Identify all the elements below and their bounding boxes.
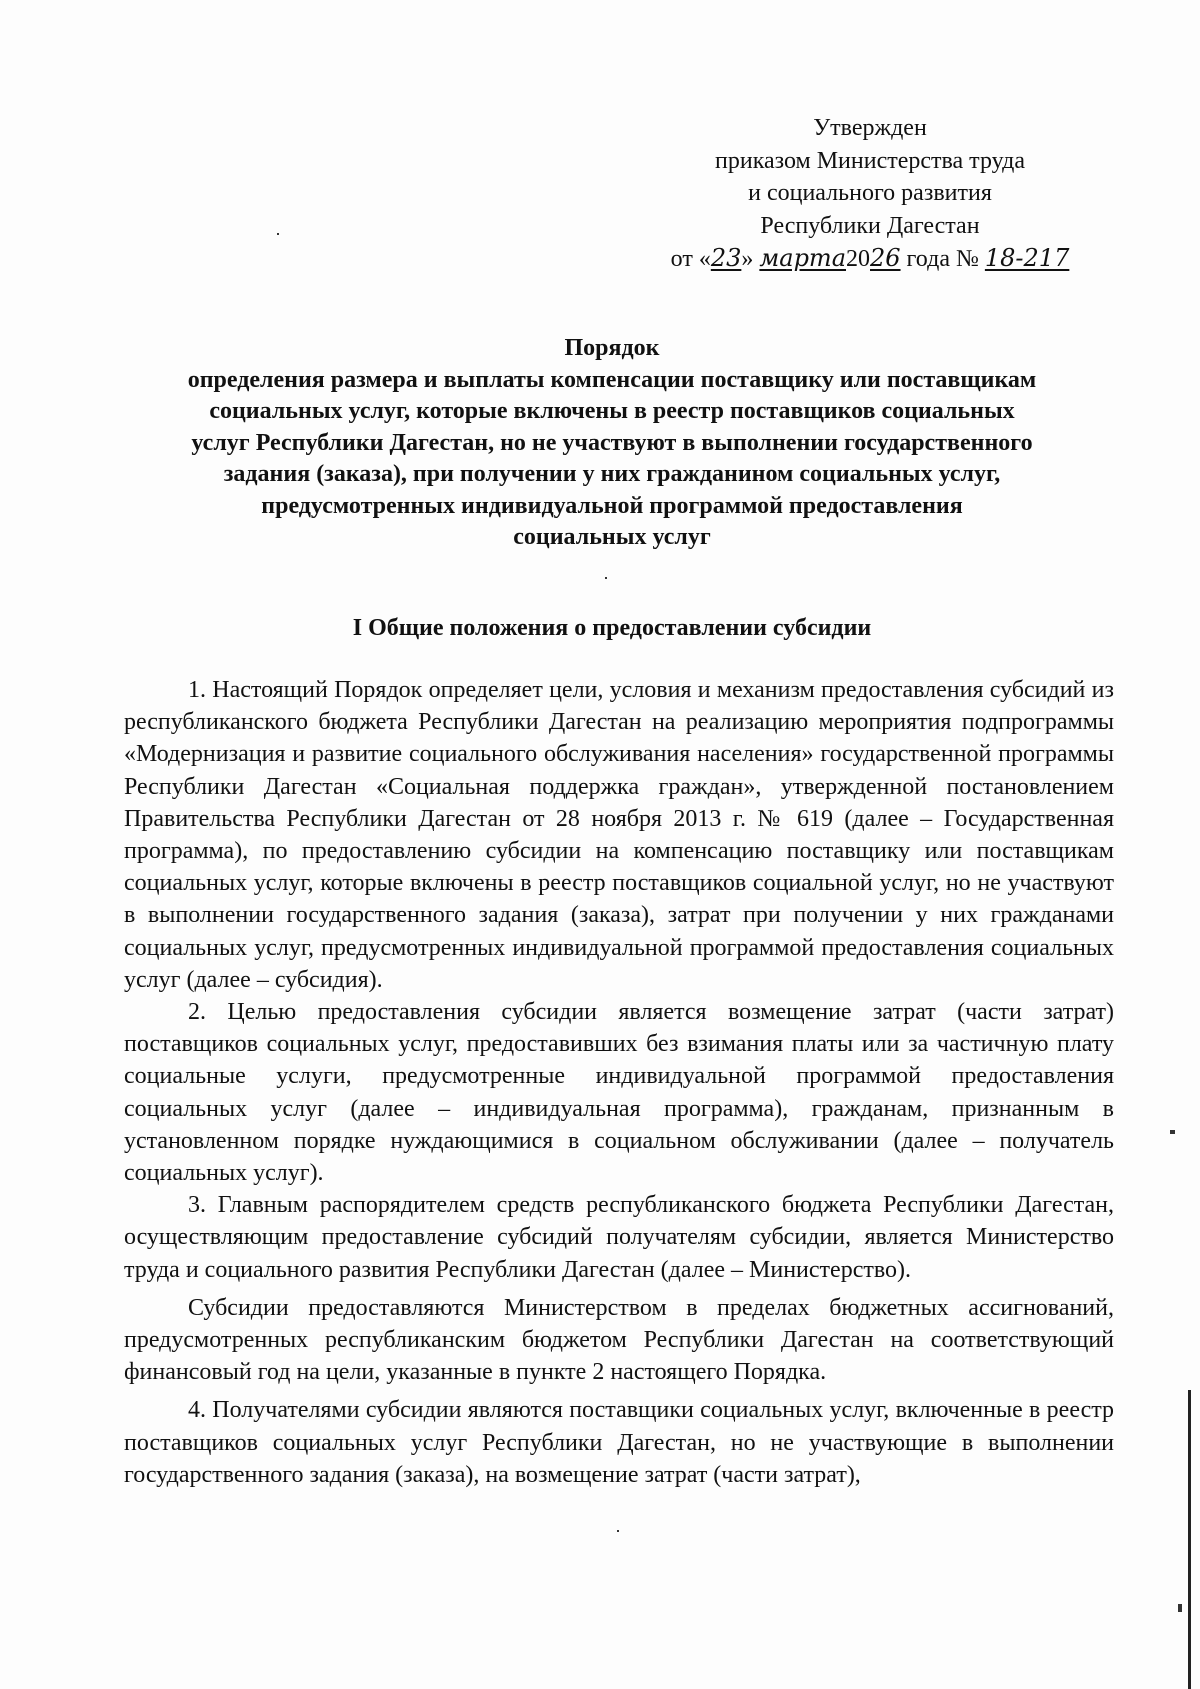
handwritten-order-number: 18-217 xyxy=(984,244,1070,272)
subtitle-line: задания (заказа), при получении у них гражданином социальных услуг, xyxy=(223,461,1001,487)
date-mid: » xyxy=(741,246,760,272)
handwritten-year: 26 xyxy=(870,244,901,272)
year-prefix: 20 xyxy=(846,246,870,272)
approval-date-line xyxy=(640,242,1100,276)
handwritten-month: марта xyxy=(759,244,846,272)
subtitle-line: определения размера и выплаты компенсации поставщику или поставщикам xyxy=(187,366,1037,393)
approval-line-3: и социального развития xyxy=(748,180,992,206)
scan-speck xyxy=(1170,1130,1175,1134)
subtitle-line: социальных услуг, которые включены в реестр поставщиков социальных xyxy=(209,398,1015,424)
scan-speck xyxy=(277,233,279,235)
scan-speck xyxy=(617,1530,619,1532)
number-label: года № xyxy=(900,246,985,272)
section-heading: I Общие положения о предоставлении субсидии xyxy=(352,615,872,641)
subtitle-line: услуг Республики Дагестан, но не участвуют в выполнении государственного xyxy=(191,429,1033,456)
date-prefix: от « xyxy=(670,246,711,272)
subtitle-line: социальных услуг xyxy=(513,524,711,550)
paragraph-3: 3. Главным распорядителем средств республиканского бюджета Республики Дагестан, осуществляющим предоставление субсидий получателям субсидии, является Министерство труда и социального развития Республики Дагестан (далее – Министерство). xyxy=(124,1192,1114,1283)
paragraph-1: 1. Настоящий Порядок определяет цели, условия и механизм предоставления субсидий из республиканского бюджета Республики Дагестан на реализацию мероприятия подпрограммы «Модернизация и развитие социального обслуживания населения» государственной программы Республики Дагестан «Социальная поддержка граждан», утвержденной постановлением Правительства Республики Дагестан от 28 ноября 2013 г. № 619 (далее – Государственная программа), по предоставлению субсидии на компенсацию поставщику или поставщикам социальных услуг, которые включены в реестр поставщиков социальной услуг, но не участвуют в выполнении государственного задания (заказа), затрат при получении у них гражданами социальных услуг, предусмотренных индивидуальной программой предоставления социальных услуг (далее – субсидия). xyxy=(124,677,1114,993)
approval-line-1: Утвержден xyxy=(813,115,927,141)
handwritten-day: 23 xyxy=(710,244,742,272)
approval-stamp-block xyxy=(640,112,1100,276)
document-title: Порядок xyxy=(564,335,660,361)
scan-speck xyxy=(1178,1604,1182,1612)
document-title-block xyxy=(130,333,1094,554)
scan-edge-line xyxy=(1188,1390,1191,1689)
subtitle-line: предусмотренных индивидуальной программой предоставления xyxy=(261,492,963,519)
paragraph-4: 4. Получателями субсидии являются поставщики социальных услуг, включенные в реестр поставщиков социальных услуг Республики Дагестан, но не участвующие в выполнении государственного задания (заказа), на возмещение затрат (части затрат), xyxy=(124,1397,1114,1488)
approval-line-2: приказом Министерства труда xyxy=(715,147,1025,174)
document-body xyxy=(124,674,1114,1491)
approval-line-4: Республики Дагестан xyxy=(760,212,980,239)
scan-speck xyxy=(605,577,607,579)
paragraph-2: 2. Целью предоставления субсидии является возмещение затрат (части затрат) поставщиков социальных услуг, предоставивших без взимания платы или за частичную плату социальные услуги, предусмотренные индивидуальной программой предоставления социальных услуг (далее – индивидуальная программа), гражданам, признанным в установленном порядке нуждающимися в социальном обслуживании (далее – получатель социальных услуг). xyxy=(124,999,1114,1187)
paragraph-3-continued: Субсидии предоставляются Министерством в пределах бюджетных ассигнований, предусмотренных республиканским бюджетом Республики Дагестан на соответствующий финансовый год на цели, указанные в пункте 2 настоящего Порядка. xyxy=(124,1294,1114,1386)
